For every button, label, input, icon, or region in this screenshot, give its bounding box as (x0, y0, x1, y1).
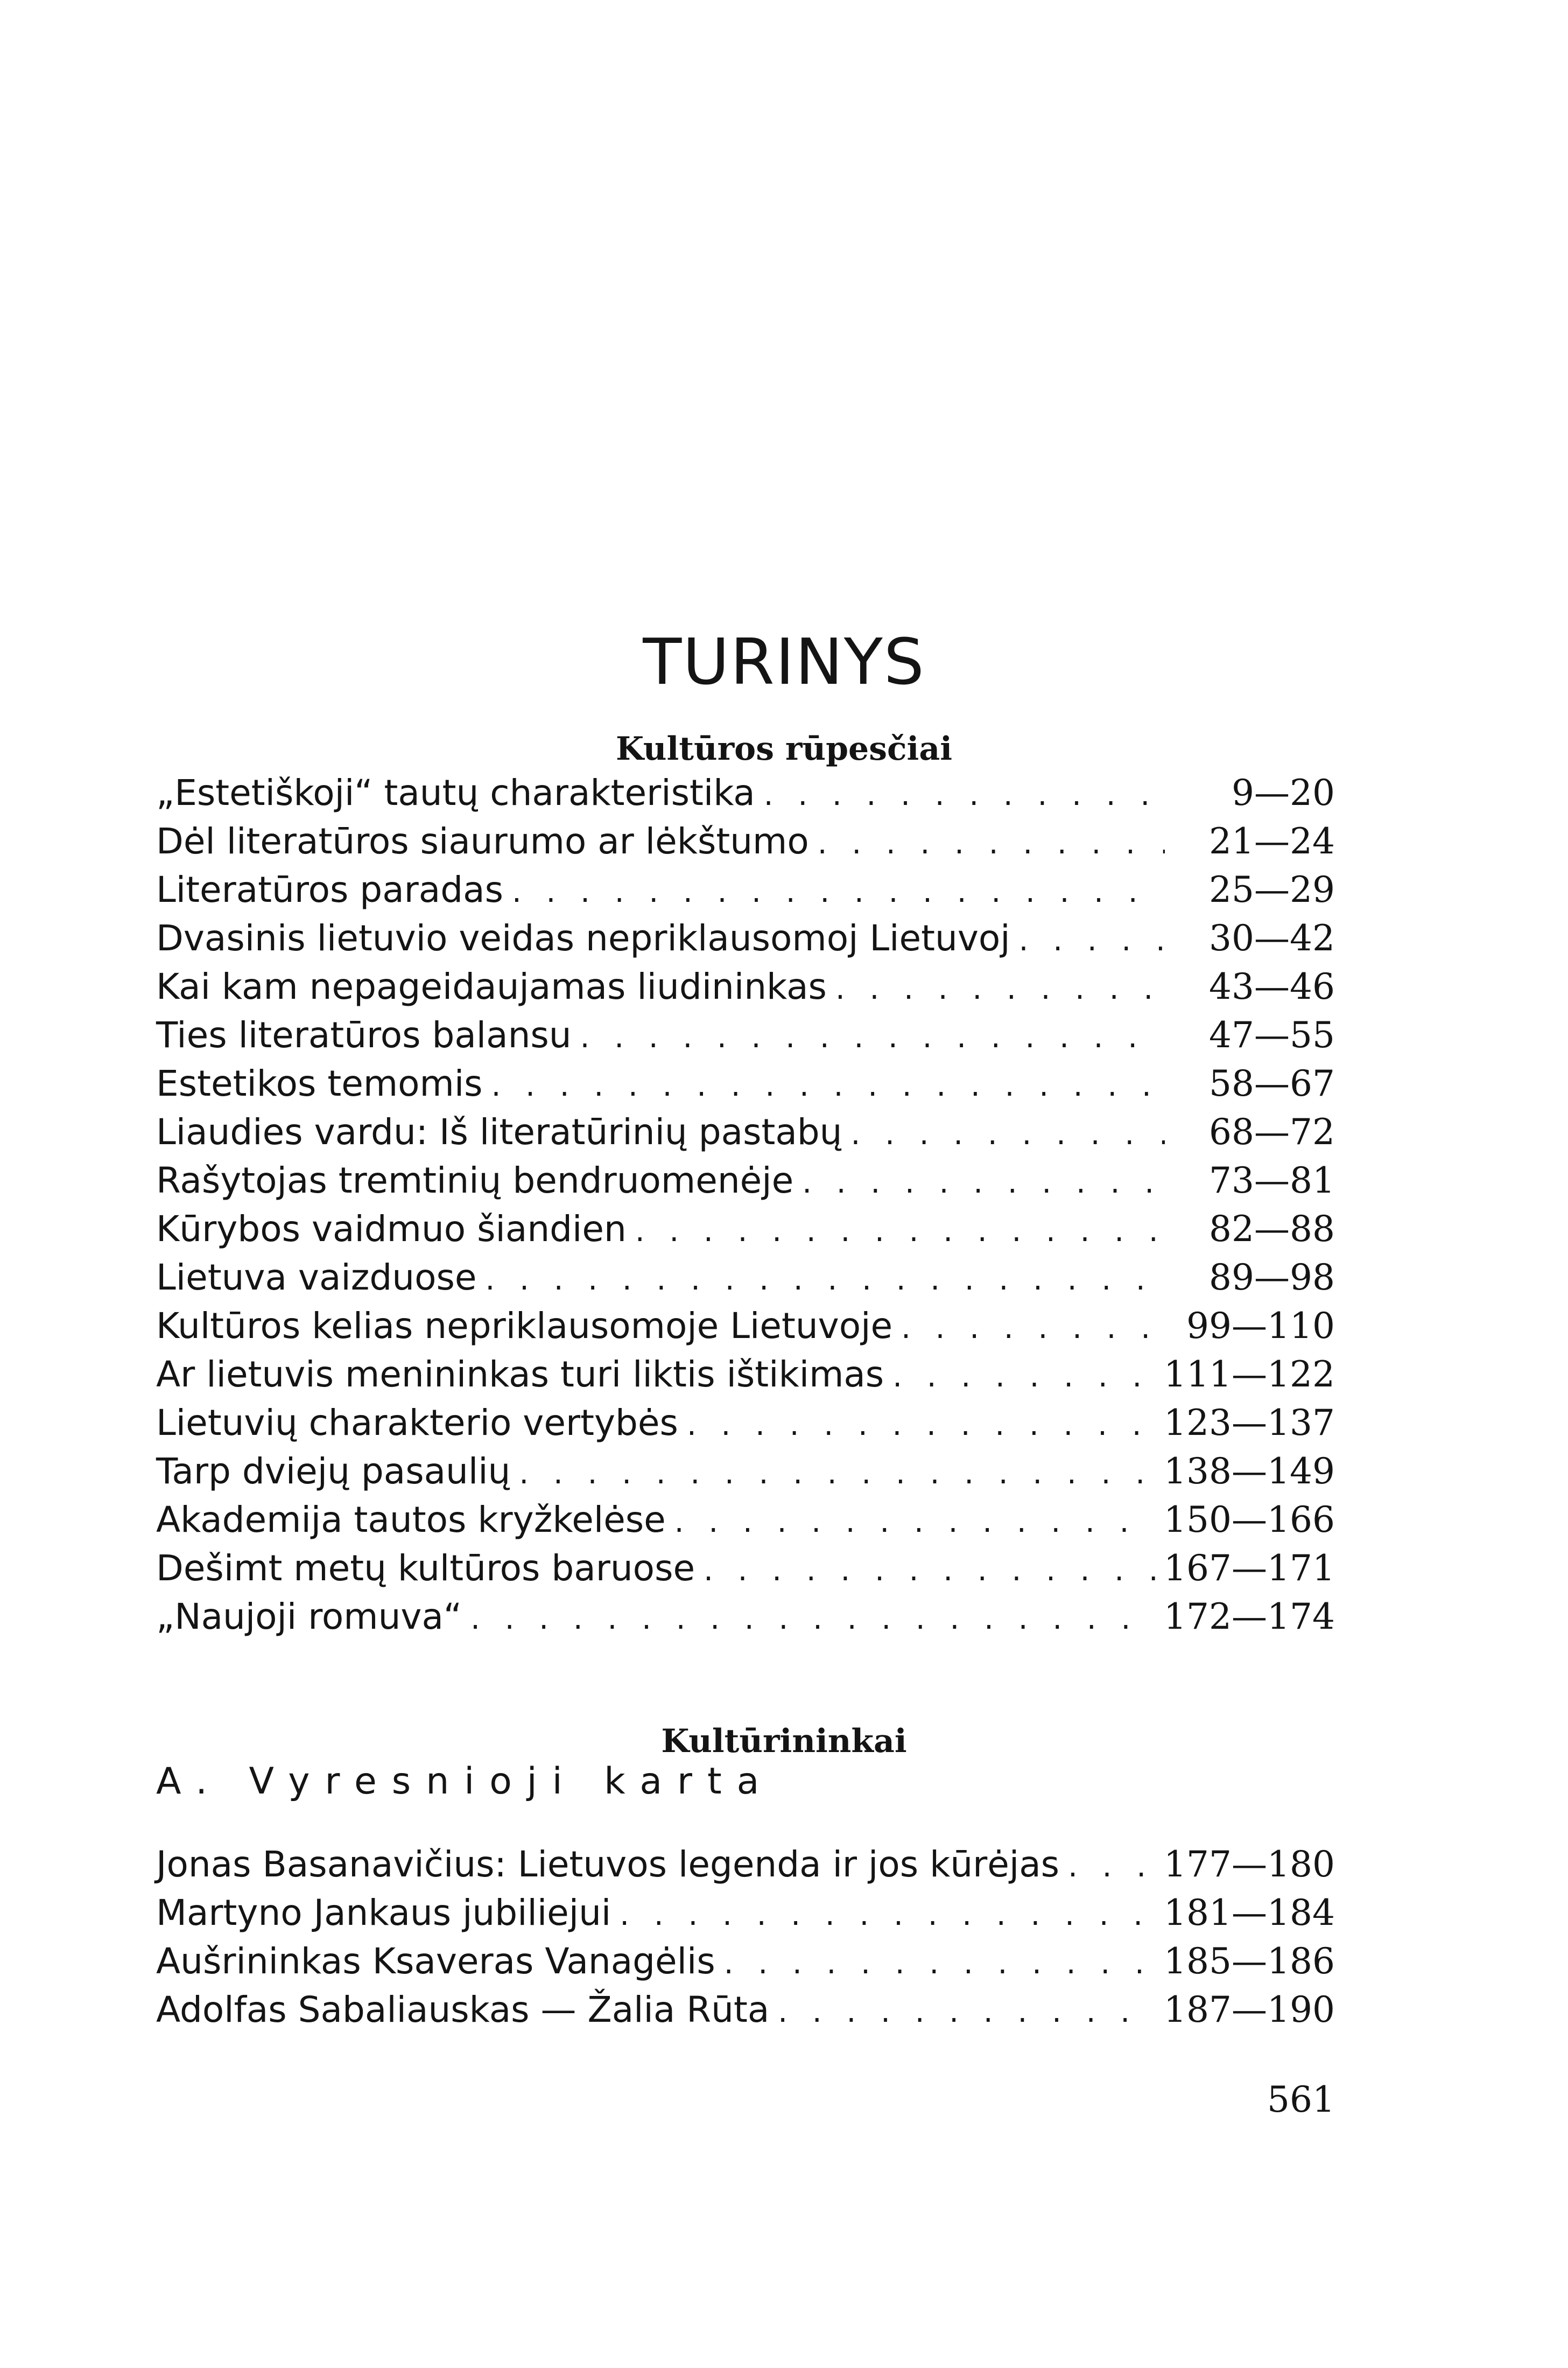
toc-entry (156, 1937, 1335, 1986)
entry-title: Estetikos temomis (156, 1063, 483, 1104)
entry-title: Akademija tautos kryžkelėse (156, 1499, 666, 1540)
toc-entry (156, 817, 1335, 866)
dot-leader (470, 1595, 1155, 1643)
entry-pages: 150—166 (1164, 1499, 1335, 1540)
entry-title: Dėl literatūros siaurumo ar lėkštumo (156, 821, 809, 862)
entry-title: Ties literatūros balansu (156, 1014, 572, 1056)
toc-entry (156, 1011, 1335, 1060)
dot-leader (778, 1988, 1155, 2036)
page-title: TURINYS (643, 625, 925, 699)
entry-pages: 30—42 (1209, 917, 1335, 959)
dot-leader (635, 1207, 1165, 1256)
toc-entry (156, 1302, 1335, 1350)
entry-title: Dvasinis lietuvio veidas nepriklausomoj Lietuvoj (156, 917, 1010, 959)
entry-pages: 68—72 (1209, 1111, 1335, 1153)
entry-pages: 123—137 (1164, 1402, 1335, 1444)
entry-title: Jonas Basanavičius: Lietuvos legenda ir jos kūrėjas (156, 1844, 1060, 1885)
dot-leader (485, 1256, 1165, 1304)
page-number: 561 (1267, 2079, 1335, 2120)
toc-entry (156, 866, 1335, 914)
toc-entry (156, 1350, 1335, 1399)
entry-pages: 73—81 (1209, 1160, 1335, 1201)
entry-pages: 181—184 (1164, 1892, 1335, 1933)
toc-entry (156, 1544, 1335, 1593)
dot-leader (851, 1110, 1165, 1159)
entry-pages: 82—88 (1209, 1208, 1335, 1250)
toc-entry (156, 1986, 1335, 2034)
entry-title: Liaudies vardu: Iš literatūrinių pastabų (156, 1111, 842, 1153)
entry-title: Martyno Jankaus jubiliejui (156, 1892, 611, 1933)
dot-leader (687, 1401, 1155, 1449)
toc-entry (156, 1593, 1335, 1641)
dot-leader (704, 1546, 1155, 1595)
entry-title: Aušrininkas Ksaveras Vanagėlis (156, 1940, 715, 1982)
entry-pages: 185—186 (1164, 1940, 1335, 1982)
dot-leader (620, 1891, 1155, 1939)
entry-pages: 167—171 (1164, 1547, 1335, 1589)
dot-leader (1019, 916, 1165, 965)
entry-pages: 25—29 (1209, 869, 1335, 910)
entry-pages: 138—149 (1164, 1451, 1335, 1492)
dot-leader (491, 1062, 1165, 1110)
dot-leader (519, 1449, 1155, 1498)
toc-entry (156, 963, 1335, 1011)
toc-entry (156, 1399, 1335, 1447)
dot-leader (674, 1498, 1155, 1546)
entry-title: Kai kam nepageidaujamas liudininkas (156, 966, 827, 1007)
toc-entry (156, 1253, 1335, 1302)
entry-title: „Estetiškoji“ tautų charakteristika (156, 772, 755, 814)
section-heading-kulturos-rupesciai: Kultūros rūpesčiai (615, 730, 953, 768)
toc-entry (156, 1840, 1335, 1889)
toc-list-kulturos-rupesciai (156, 769, 1335, 1641)
toc-entry (156, 1060, 1335, 1108)
toc-entry (156, 1205, 1335, 1253)
dot-leader (835, 965, 1165, 1013)
entry-pages: 9—20 (1232, 772, 1335, 814)
entry-pages: 172—174 (1164, 1596, 1335, 1637)
dot-leader (764, 771, 1165, 819)
entry-pages: 47—55 (1209, 1014, 1335, 1056)
section-heading-kulturininkai: Kultūrininkai (661, 1722, 907, 1760)
dot-leader (512, 868, 1165, 916)
toc-entry (156, 1447, 1335, 1496)
entry-pages: 99—110 (1186, 1305, 1335, 1347)
entry-title: Ar lietuvis menininkas turi liktis ištikimas (156, 1354, 884, 1395)
entry-pages: 177—180 (1164, 1844, 1335, 1885)
entry-title: Kūrybos vaidmuo šiandien (156, 1208, 627, 1250)
dot-leader (1068, 1842, 1155, 1891)
entry-title: Rašytojas tremtinių bendruomenėje (156, 1160, 794, 1201)
toc-entry (156, 1157, 1335, 1205)
dot-leader (724, 1939, 1155, 1988)
dot-leader (818, 819, 1165, 868)
entry-pages: 187—190 (1164, 1989, 1335, 2030)
toc-list-kulturininkai (156, 1840, 1335, 2034)
toc-entry (156, 1496, 1335, 1544)
toc-entry (156, 1108, 1335, 1157)
dot-leader (802, 1159, 1165, 1207)
entry-pages: 58—67 (1209, 1063, 1335, 1104)
entry-title: Dešimt metų kultūros baruose (156, 1547, 695, 1589)
entry-title: Adolfas Sabaliauskas — Žalia Rūta (156, 1989, 770, 2030)
entry-pages: 43—46 (1209, 966, 1335, 1007)
entry-pages: 111—122 (1164, 1354, 1335, 1395)
dot-leader (580, 1013, 1165, 1062)
toc-entry (156, 914, 1335, 963)
dot-leader (892, 1353, 1155, 1401)
toc-entry (156, 1889, 1335, 1937)
entry-title: Lietuvių charakterio vertybės (156, 1402, 678, 1444)
entry-title: Literatūros paradas (156, 869, 503, 910)
entry-title: Tarp dviejų pasaulių (156, 1451, 511, 1492)
subsection-heading: A. Vyresnioji karta (156, 1760, 775, 1803)
toc-entry (156, 769, 1335, 817)
entry-title: „Naujoji romuva“ (156, 1596, 462, 1637)
entry-title: Kultūros kelias nepriklausomoje Lietuvoje (156, 1305, 893, 1347)
entry-title: Lietuva vaizduose (156, 1257, 477, 1298)
entry-pages: 89—98 (1209, 1257, 1335, 1298)
entry-pages: 21—24 (1209, 821, 1335, 862)
dot-leader (901, 1304, 1165, 1353)
